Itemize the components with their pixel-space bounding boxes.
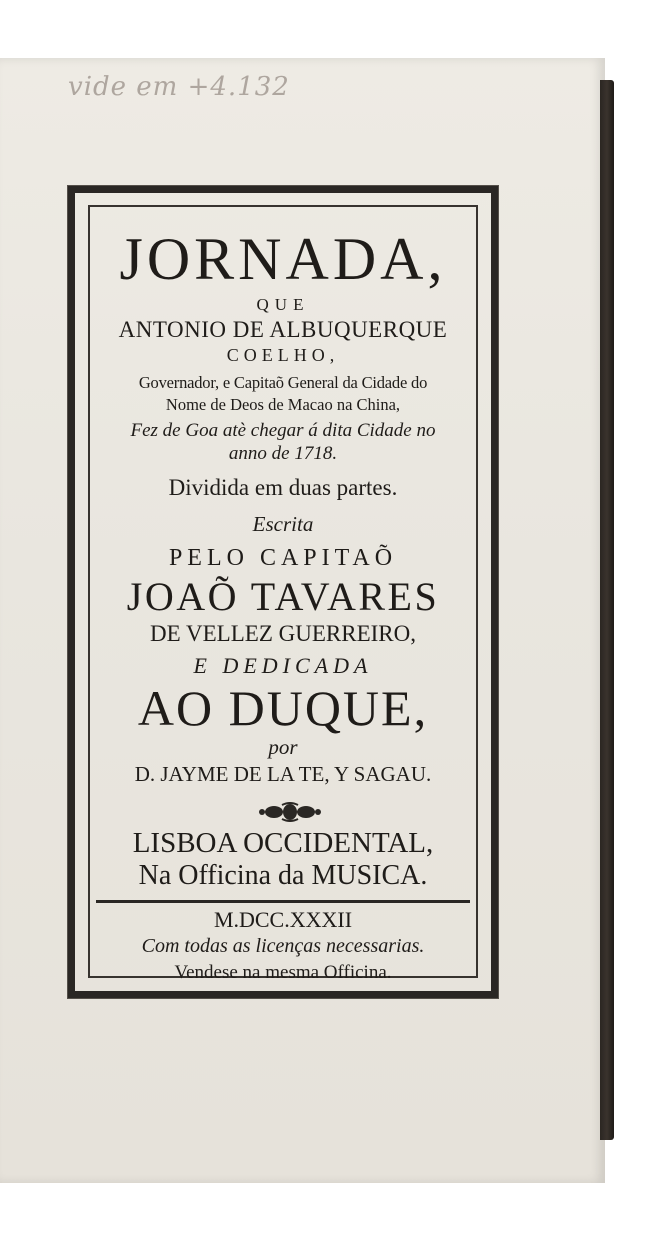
title-governador: Governador, e Capitaõ General da Cidade do xyxy=(138,373,428,392)
title-page-text xyxy=(90,207,476,983)
title-pelo: PELO CAPITAÕ xyxy=(168,545,398,571)
handwritten-inscription: vide em +4.132 xyxy=(68,72,290,102)
imprint-seller: Vendese na mesma Officina. xyxy=(174,962,392,983)
title-dividida: Dividida em duas partes. xyxy=(168,475,398,500)
title-escrita: Escrita xyxy=(252,512,314,536)
author-surname: DE VELLEZ GUERREIRO, xyxy=(150,621,416,646)
book-spine xyxy=(600,80,614,1140)
title-page-frame xyxy=(68,186,498,998)
imprint-licences: Com todas as licenças necessarias. xyxy=(141,935,425,957)
imprint-year: M.DCC.XXXII xyxy=(213,907,353,932)
title-coelho: COELHO, xyxy=(226,345,340,365)
author-name: JOAÕ TAVARES xyxy=(126,574,440,619)
imprint-rule xyxy=(96,900,470,903)
title-fez: Fez de Goa atè chegar á dita Cidade no xyxy=(130,420,436,441)
imprint-printer: Na Officina da MUSICA. xyxy=(138,860,428,891)
main-title: JORNADA, xyxy=(119,226,447,292)
title-que: QUE xyxy=(256,295,310,314)
frame-inner-border xyxy=(88,205,478,983)
title-nome: Nome de Deos de Macao na China, xyxy=(165,395,401,414)
title-por: por xyxy=(268,735,298,759)
printers-ornament-icon xyxy=(90,801,490,823)
title-jayme: D. JAYME DE LA TE, Y SAGAU. xyxy=(134,762,432,786)
title-anno: anno de 1718. xyxy=(228,443,338,464)
title-dedicada: E DEDICADA xyxy=(193,653,373,678)
title-antonio: ANTONIO DE ALBUQUERQUE xyxy=(118,317,448,342)
dedicatee: AO DUQUE, xyxy=(137,680,429,736)
imprint-place: LISBOA OCCIDENTAL, xyxy=(132,827,434,859)
